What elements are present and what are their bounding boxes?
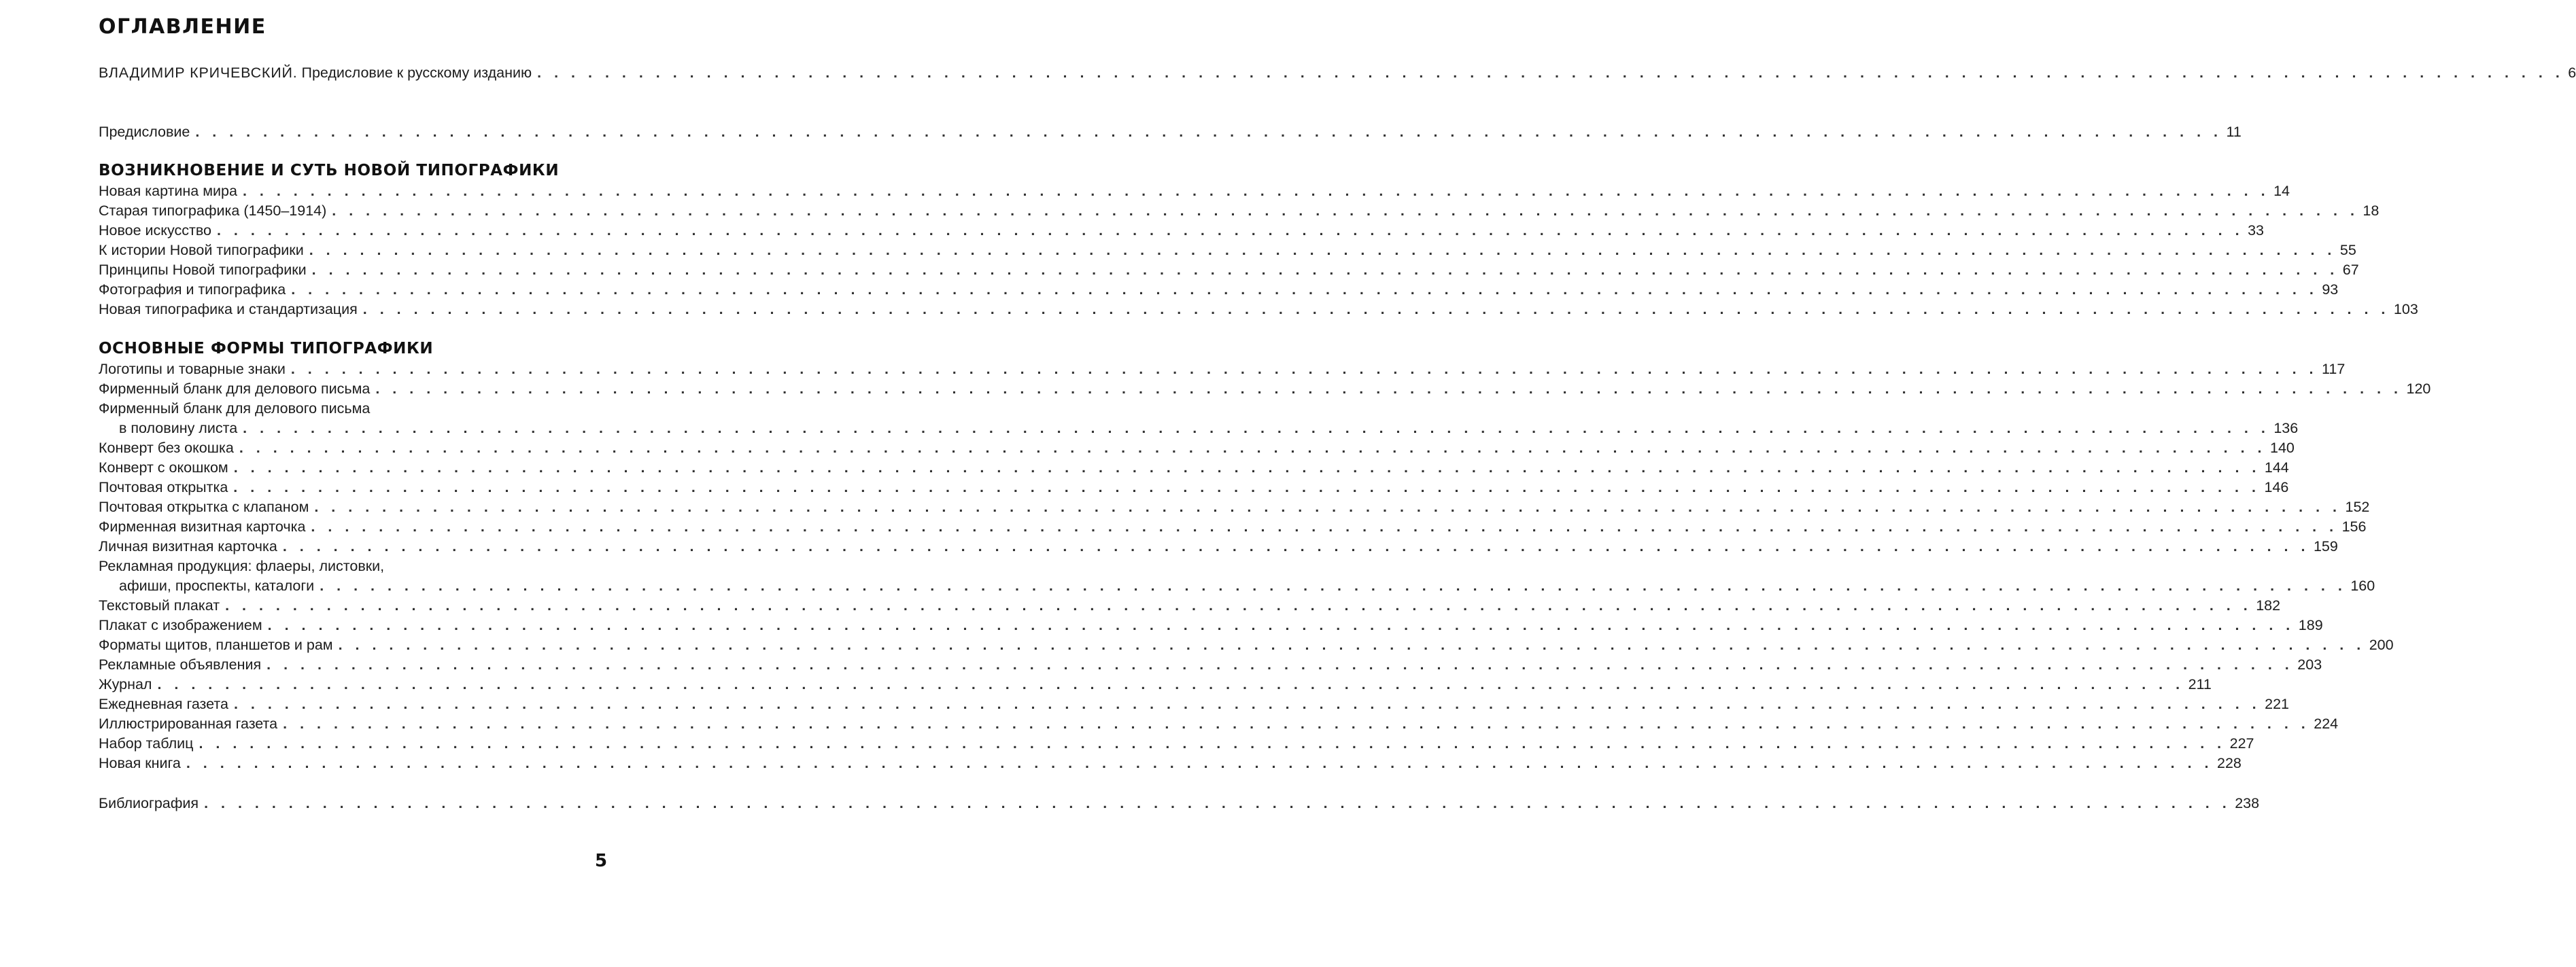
toc-entry-page: 203 <box>2297 656 2322 673</box>
toc-entry-label: Форматы щитов, планшетов и рам <box>99 637 333 653</box>
dot-leader: . . . . . . . . . . . . . . . . . . . . . . . . . . . . . . . . . . . . . . . . . . . . . . . . . . . . . . . . . . . . . . . . . . . . . . . . . . . . . . . . . . . . . . . . . . . . . . . . . . . . . . . . . . . . . . . . . . . . . . . . <box>537 65 2564 81</box>
toc-entry-label: Почтовая открытка с клапаном <box>99 499 309 515</box>
toc-entry-page: 33 <box>2248 222 2265 239</box>
toc-entry-label: Журнал <box>99 676 152 692</box>
toc-entry-continuation: в половину листа <box>119 420 238 436</box>
dot-leader: . . . . . . . . . . . . . . . . . . . . . . . . . . . . . . . . . . . . . . . . . . . . . . . . . . . . . . . . . . . . . . . . . . . . . . . . . . . . . . . . . . . . . . . . . . . . . . . . . . . . . . . . . . . . . . . . . . . . . . . . <box>309 242 2336 258</box>
dot-leader: . . . . . . . . . . . . . . . . . . . . . . . . . . . . . . . . . . . . . . . . . . . . . . . . . . . . . . . . . . . . . . . . . . . . . . . . . . . . . . . . . . . . . . . . . . . . . . . . . . . . . . . . . . . . . . . . . . . . . . . . <box>332 203 2359 219</box>
dot-leader: . . . . . . . . . . . . . . . . . . . . . . . . . . . . . . . . . . . . . . . . . . . . . . . . . . . . . . . . . . . . . . . . . . . . . . . . . . . . . . . . . . . . . . . . . . . . . . . . . . . . . . . . . . . . . . . . . . . . . . . . <box>216 222 2244 239</box>
dot-leader: . . . . . . . . . . . . . . . . . . . . . . . . . . . . . . . . . . . . . . . . . . . . . . . . . . . . . . . . . . . . . . . . . . . . . . . . . . . . . . . . . . . . . . . . . . . . . . . . . . . . . . . . . . . . . . . . . . . . . . . . <box>204 795 2231 811</box>
toc-entry-label: Новая книга <box>99 755 181 771</box>
toc-entry[interactable] <box>99 754 2242 773</box>
toc-entry[interactable] <box>99 458 2289 478</box>
dot-leader: . . . . . . . . . . . . . . . . . . . . . . . . . . . . . . . . . . . . . . . . . . . . . . . . . . . . . . . . . . . . . . . . . . . . . . . . . . . . . . . . . . . . . . . . . . . . . . . . . . . . . . . . . . . . . . . . . . . . . . . . <box>242 183 2270 199</box>
toc-entry[interactable] <box>99 478 2289 497</box>
toc-entry-page: 146 <box>2264 479 2289 495</box>
toc-entry-label: Рекламные объявления <box>99 656 262 673</box>
section-heading: ОСНОВНЫЕ ФОРМЫ ТИПОГРАФИКИ <box>99 340 434 357</box>
toc-entry-page: 117 <box>2322 361 2346 377</box>
dot-leader: . . . . . . . . . . . . . . . . . . . . . . . . . . . . . . . . . . . . . . . . . . . . . . . . . . . . . . . . . . . . . . . . . . . . . . . . . . . . . . . . . . . . . . . . . . . . . . . . . . . . . . . . . . . . . . . . . . . . . . . . <box>283 716 2310 732</box>
toc-entry-continuation: афиши, проспекты, каталоги <box>119 578 315 594</box>
toc-entry-page: 18 <box>2363 203 2380 219</box>
toc-entry[interactable] <box>99 517 2367 537</box>
dot-leader: . . . . . . . . . . . . . . . . . . . . . . . . . . . . . . . . . . . . . . . . . . . . . . . . . . . . . . . . . . . . . . . . . . . . . . . . . . . . . . . . . . . . . . . . . . . . . . . . . . . . . . . . . . . . . . . . . . . . . . . . <box>290 361 2318 377</box>
dot-leader: . . . . . . . . . . . . . . . . . . . . . . . . . . . . . . . . . . . . . . . . . . . . . . . . . . . . . . . . . . . . . . . . . . . . . . . . . . . . . . . . . . . . . . . . . . . . . . . . . . . . . . . . . . . . . . . . . . . . . . . . <box>157 676 2184 692</box>
toc-entry-page: 103 <box>2393 301 2418 317</box>
toc-entry[interactable] <box>99 695 2289 714</box>
toc-entry-page: 55 <box>2339 242 2356 258</box>
toc-entry-first-line[interactable]: Рекламная продукция: флаеры, листовки, <box>99 558 385 574</box>
toc-entry-label: Предисловие <box>99 124 190 140</box>
toc-entry[interactable] <box>99 655 2322 675</box>
toc-entry[interactable] <box>99 280 2339 300</box>
dot-leader: . . . . . . . . . . . . . . . . . . . . . . . . . . . . . . . . . . . . . . . . . . . . . . . . . . . . . . . . . . . . . . . . . . . . . . . . . . . . . . . . . . . . . . . . . . . . . . . . . . . . . . . . . . . . . . . . . . . . . . . . <box>195 124 2222 140</box>
toc-entry-label: Новая типографика и стандартизация <box>99 301 358 317</box>
toc-entry[interactable] <box>99 359 2346 379</box>
toc-entry-label: Новая картина мира <box>99 183 237 199</box>
toc-entry[interactable] <box>99 537 2338 557</box>
toc-entry[interactable] <box>99 300 2418 319</box>
toc-entry-russian-preface[interactable] <box>99 63 2576 83</box>
toc-entry-label: Старая типографика (1450–1914) <box>99 203 327 219</box>
toc-entry-page: 136 <box>2273 420 2299 436</box>
toc-entry-page: 120 <box>2406 381 2431 397</box>
dot-leader: . . . . . . . . . . . . . . . . . . . . . . . . . . . . . . . . . . . . . . . . . . . . . . . . . . . . . . . . . . . . . . . . . . . . . . . . . . . . . . . . . . . . . . . . . . . . . . . . . . . . . . . . . . . . . . . . . . . . . . . . <box>291 281 2318 298</box>
dot-leader: . . . . . . . . . . . . . . . . . . . . . . . . . . . . . . . . . . . . . . . . . . . . . . . . . . . . . . . . . . . . . . . . . . . . . . . . . . . . . . . . . . . . . . . . . . . . . . . . . . . . . . . . . . . . . . . . . . . . . . . . <box>199 735 2226 752</box>
toc-entry[interactable] <box>99 616 2323 635</box>
toc-entry-page: 221 <box>2265 696 2289 712</box>
toc-entry-page: 211 <box>2188 676 2212 692</box>
toc-entry[interactable] <box>99 635 2394 655</box>
toc-entry-label: Принципы Новой типографики <box>99 262 307 278</box>
toc-entry-label: Логотипы и товарные знаки <box>99 361 286 377</box>
dot-leader: . . . . . . . . . . . . . . . . . . . . . . . . . . . . . . . . . . . . . . . . . . . . . . . . . . . . . . . . . . . . . . . . . . . . . . . . . . . . . . . . . . . . . . . . . . . . . . . . . . . . . . . . . . . . . . . . . . . . . . . . <box>282 538 2309 555</box>
toc-entry-label: Плакат с изображением <box>99 617 262 633</box>
toc-entry-page: 228 <box>2217 755 2242 771</box>
toc-title: ОГЛАВЛЕНИЕ <box>99 15 267 39</box>
dot-leader: . . . . . . . . . . . . . . . . . . . . . . . . . . . . . . . . . . . . . . . . . . . . . . . . . . . . . . . . . . . . . . . . . . . . . . . . . . . . . . . . . . . . . . . . . . . . . . . . . . . . . . . . . . . . . . . . . . . . . . . . <box>320 578 2347 594</box>
toc-entry-label: Конверт без окошка <box>99 440 234 456</box>
dot-leader: . . . . . . . . . . . . . . . . . . . . . . . . . . . . . . . . . . . . . . . . . . . . . . . . . . . . . . . . . . . . . . . . . . . . . . . . . . . . . . . . . . . . . . . . . . . . . . . . . . . . . . . . . . . . . . . . . . . . . . . . <box>233 479 2261 495</box>
toc-entry[interactable] <box>99 260 2359 280</box>
toc-entry[interactable] <box>99 714 2339 734</box>
toc-entry-label: Почтовая открытка <box>99 479 228 495</box>
dot-leader: . . . . . . . . . . . . . . . . . . . . . . . . . . . . . . . . . . . . . . . . . . . . . . . . . . . . . . . . . . . . . . . . . . . . . . . . . . . . . . . . . . . . . . . . . . . . . . . . . . . . . . . . . . . . . . . . . . . . . . . . <box>225 597 2252 614</box>
toc-entry-page: 156 <box>2341 518 2367 535</box>
toc-entry[interactable] <box>99 675 2212 695</box>
toc-entry-first-line[interactable]: Фирменный бланк для делового письма <box>99 400 371 417</box>
toc-entry-page: 238 <box>2235 795 2260 811</box>
toc-entry[interactable] <box>99 734 2254 754</box>
toc-entry-page: 144 <box>2264 459 2289 476</box>
dot-leader: . . . . . . . . . . . . . . . . . . . . . . . . . . . . . . . . . . . . . . . . . . . . . . . . . . . . . . . . . . . . . . . . . . . . . . . . . . . . . . . . . . . . . . . . . . . . . . . . . . . . . . . . . . . . . . . . . . . . . . . . <box>267 617 2295 633</box>
dot-leader: . . . . . . . . . . . . . . . . . . . . . . . . . . . . . . . . . . . . . . . . . . . . . . . . . . . . . . . . . . . . . . . . . . . . . . . . . . . . . . . . . . . . . . . . . . . . . . . . . . . . . . . . . . . . . . . . . . . . . . . . <box>233 696 2261 712</box>
toc-entry-label: Новое искусство <box>99 222 211 239</box>
toc-entry-label: ВЛАДИМИР КРИЧЕВСКИЙ. Предисловие к русскому изданию <box>99 65 532 81</box>
dot-leader: . . . . . . . . . . . . . . . . . . . . . . . . . . . . . . . . . . . . . . . . . . . . . . . . . . . . . . . . . . . . . . . . . . . . . . . . . . . . . . . . . . . . . . . . . . . . . . . . . . . . . . . . . . . . . . . . . . . . . . . . <box>243 420 2270 436</box>
dot-leader: . . . . . . . . . . . . . . . . . . . . . . . . . . . . . . . . . . . . . . . . . . . . . . . . . . . . . . . . . . . . . . . . . . . . . . . . . . . . . . . . . . . . . . . . . . . . . . . . . . . . . . . . . . . . . . . . . . . . . . . . <box>233 459 2261 476</box>
toc-entry-label: Иллюстрированная газета <box>99 716 278 732</box>
toc-entry-label: Ежедневная газета <box>99 696 228 712</box>
dot-leader: . . . . . . . . . . . . . . . . . . . . . . . . . . . . . . . . . . . . . . . . . . . . . . . . . . . . . . . . . . . . . . . . . . . . . . . . . . . . . . . . . . . . . . . . . . . . . . . . . . . . . . . . . . . . . . . . . . . . . . . . <box>239 440 2266 456</box>
section-heading: ВОЗНИКНОВЕНИЕ И СУТЬ НОВОЙ ТИПОГРАФИКИ <box>99 162 560 179</box>
toc-entry-page: 93 <box>2322 281 2339 298</box>
toc-entry-page: 227 <box>2229 735 2254 752</box>
toc-entry-page: 224 <box>2314 716 2339 732</box>
toc-entry[interactable] <box>99 379 2431 399</box>
dot-leader: . . . . . . . . . . . . . . . . . . . . . . . . . . . . . . . . . . . . . . . . . . . . . . . . . . . . . . . . . . . . . . . . . . . . . . . . . . . . . . . . . . . . . . . . . . . . . . . . . . . . . . . . . . . . . . . . . . . . . . . . <box>311 262 2339 278</box>
dot-leader: . . . . . . . . . . . . . . . . . . . . . . . . . . . . . . . . . . . . . . . . . . . . . . . . . . . . . . . . . . . . . . . . . . . . . . . . . . . . . . . . . . . . . . . . . . . . . . . . . . . . . . . . . . . . . . . . . . . . . . . . <box>186 755 2213 771</box>
toc-entry[interactable] <box>99 419 2299 438</box>
toc-entry-page: 152 <box>2345 499 2370 515</box>
toc-entry-page: 6 <box>2568 65 2576 81</box>
page-number: 5 <box>595 851 608 871</box>
toc-entry-label: Конверт с окошком <box>99 459 228 476</box>
toc-entry-page: 11 <box>2226 124 2242 140</box>
toc-entry-label: Набор таблиц <box>99 735 194 752</box>
toc-entry-label: Библиография <box>99 795 199 811</box>
toc-entry[interactable] <box>99 576 2375 596</box>
dot-leader: . . . . . . . . . . . . . . . . . . . . . . . . . . . . . . . . . . . . . . . . . . . . . . . . . . . . . . . . . . . . . . . . . . . . . . . . . . . . . . . . . . . . . . . . . . . . . . . . . . . . . . . . . . . . . . . . . . . . . . . . <box>314 499 2341 515</box>
dot-leader: . . . . . . . . . . . . . . . . . . . . . . . . . . . . . . . . . . . . . . . . . . . . . . . . . . . . . . . . . . . . . . . . . . . . . . . . . . . . . . . . . . . . . . . . . . . . . . . . . . . . . . . . . . . . . . . . . . . . . . . . <box>375 381 2403 397</box>
toc-entry-page: 200 <box>2369 637 2394 653</box>
toc-entry-page: 14 <box>2273 183 2290 199</box>
toc-entry-bibliography[interactable] <box>99 794 2260 813</box>
dot-leader: . . . . . . . . . . . . . . . . . . . . . . . . . . . . . . . . . . . . . . . . . . . . . . . . . . . . . . . . . . . . . . . . . . . . . . . . . . . . . . . . . . . . . . . . . . . . . . . . . . . . . . . . . . . . . . . . . . . . . . . . <box>267 656 2294 673</box>
toc-entry-label: Текстовый плакат <box>99 597 220 614</box>
toc-entry[interactable] <box>99 221 2265 241</box>
toc-entry[interactable] <box>99 241 2356 260</box>
toc-entry-page: 160 <box>2350 578 2375 594</box>
toc-entry-preface[interactable] <box>99 122 2242 142</box>
toc-entry-label: Фотография и типографика <box>99 281 286 298</box>
dot-leader: . . . . . . . . . . . . . . . . . . . . . . . . . . . . . . . . . . . . . . . . . . . . . . . . . . . . . . . . . . . . . . . . . . . . . . . . . . . . . . . . . . . . . . . . . . . . . . . . . . . . . . . . . . . . . . . . . . . . . . . . <box>311 518 2338 535</box>
toc-entry-page: 189 <box>2298 617 2323 633</box>
toc-entry-author: ВЛАДИМИР КРИЧЕВСКИЙ. <box>99 65 298 81</box>
toc-entry[interactable] <box>99 497 2370 517</box>
toc-entry[interactable] <box>99 438 2295 458</box>
toc-entry-page: 182 <box>2256 597 2281 614</box>
toc-entry[interactable] <box>99 201 2380 221</box>
dot-leader: . . . . . . . . . . . . . . . . . . . . . . . . . . . . . . . . . . . . . . . . . . . . . . . . . . . . . . . . . . . . . . . . . . . . . . . . . . . . . . . . . . . . . . . . . . . . . . . . . . . . . . . . . . . . . . . . . . . . . . . . <box>338 637 2365 653</box>
toc-entry-label: Фирменный бланк для делового письма <box>99 381 371 397</box>
toc-entry[interactable] <box>99 596 2281 616</box>
toc-entry-label: К истории Новой типографики <box>99 242 304 258</box>
toc-entry[interactable] <box>99 181 2290 201</box>
toc-entry-label: Фирменная визитная карточка <box>99 518 306 535</box>
toc-entry-page: 159 <box>2313 538 2338 555</box>
dot-leader: . . . . . . . . . . . . . . . . . . . . . . . . . . . . . . . . . . . . . . . . . . . . . . . . . . . . . . . . . . . . . . . . . . . . . . . . . . . . . . . . . . . . . . . . . . . . . . . . . . . . . . . . . . . . . . . . . . . . . . . . <box>362 301 2390 317</box>
toc-entry-page: 67 <box>2342 262 2359 278</box>
toc-entry-label: Личная визитная карточка <box>99 538 277 555</box>
toc-entry-page: 140 <box>2269 440 2295 456</box>
